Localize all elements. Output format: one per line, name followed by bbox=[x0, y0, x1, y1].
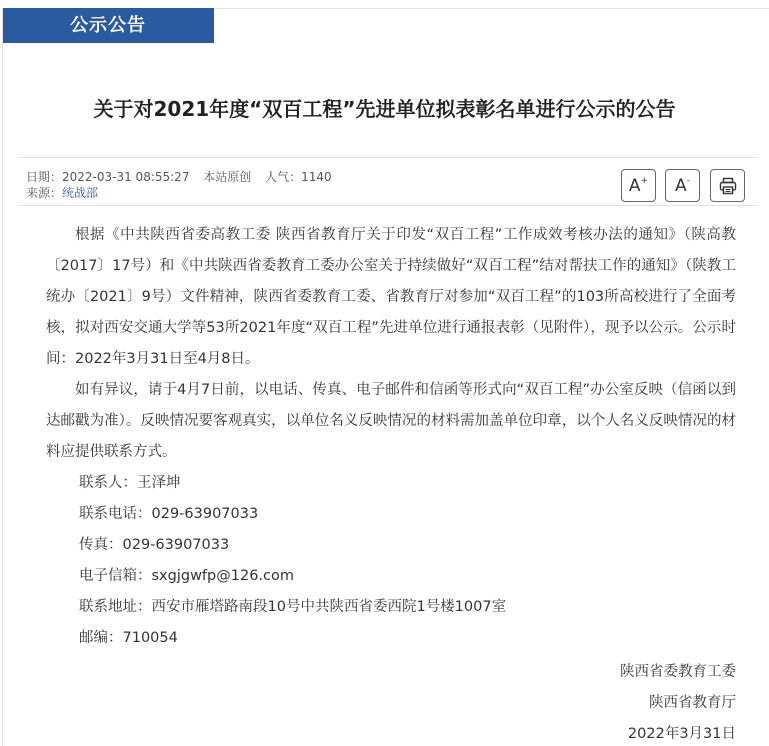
page-title: 关于对2021年度“双百工程”先进单位拟表彰名单进行公示的公告 bbox=[93, 97, 676, 121]
plus-sign: + bbox=[640, 176, 649, 186]
minus-sign: - bbox=[686, 176, 690, 186]
meta-source bbox=[26, 184, 98, 201]
signature-org-2: 陕西省教育厅 bbox=[649, 695, 736, 711]
contact-address: 联系地址：西安市雁塔路南段10号中共陕西省委西院1号楼1007室 bbox=[79, 599, 507, 615]
font-decrease-button[interactable] bbox=[665, 169, 700, 202]
article-body bbox=[46, 220, 736, 654]
contact-person: 联系人：王泽坤 bbox=[79, 475, 181, 491]
meta-views: 人气：1140 bbox=[265, 170, 332, 184]
print-button[interactable] bbox=[710, 169, 745, 202]
contact-fax: 传真：029-63907033 bbox=[79, 537, 230, 553]
body-paragraph-1: 根据《中共陕西省委高教工委 陕西省教育厅关于印发“双百工程”工作成效考核办法的通知》（陕高教〔2017〕17号）和《中共陕西省委教育工委办公室关于持续做好“双百工程”结对帮扶工作的通知》（陕教工统办〔2021〕9号）文件精神，陕西省委教育工委、省教育厅对参加“双百工程”的103所高校进行了全面考核，拟对西安交通大学等53所2021年度“双百工程”先进单位进行通报表彰（见附件），现予以公示。公示时间：2022年3月31日至4月8日。 bbox=[46, 227, 736, 367]
meta-line bbox=[26, 168, 342, 185]
meta-source-label: 来源： bbox=[26, 186, 63, 200]
font-increase-label: A bbox=[628, 175, 641, 196]
printer-icon bbox=[719, 177, 737, 195]
article-meta bbox=[18, 157, 758, 206]
font-decrease-label: A bbox=[675, 175, 687, 196]
section-tab[interactable]: 公示公告 bbox=[3, 8, 214, 43]
contact-email: 电子信箱：sxgjgwfp@126.com bbox=[79, 568, 294, 584]
meta-date: 日期：2022-03-31 08:55:27 bbox=[26, 170, 190, 184]
font-increase-button[interactable] bbox=[621, 169, 656, 202]
signature-org-1: 陕西省委教育工委 bbox=[620, 664, 736, 680]
body-paragraph-2: 如有异议，请于4月7日前，以电话、传真、电子邮件和信函等形式向“双百工程”办公室反映（信函以到达邮戳为准）。反映情况要客观真实，以单位名义反映情况的材料需加盖单位印章，以个人名义反映情况的材料应提供联系方式。 bbox=[46, 382, 736, 460]
contact-phone: 联系电话：029-63907033 bbox=[79, 506, 259, 522]
meta-original: 本站原创 bbox=[203, 170, 252, 184]
signature-date: 2022年3月31日 bbox=[627, 726, 736, 742]
contact-postcode: 邮编：710054 bbox=[79, 630, 178, 646]
meta-source-dept[interactable]: 统战部 bbox=[62, 186, 99, 200]
